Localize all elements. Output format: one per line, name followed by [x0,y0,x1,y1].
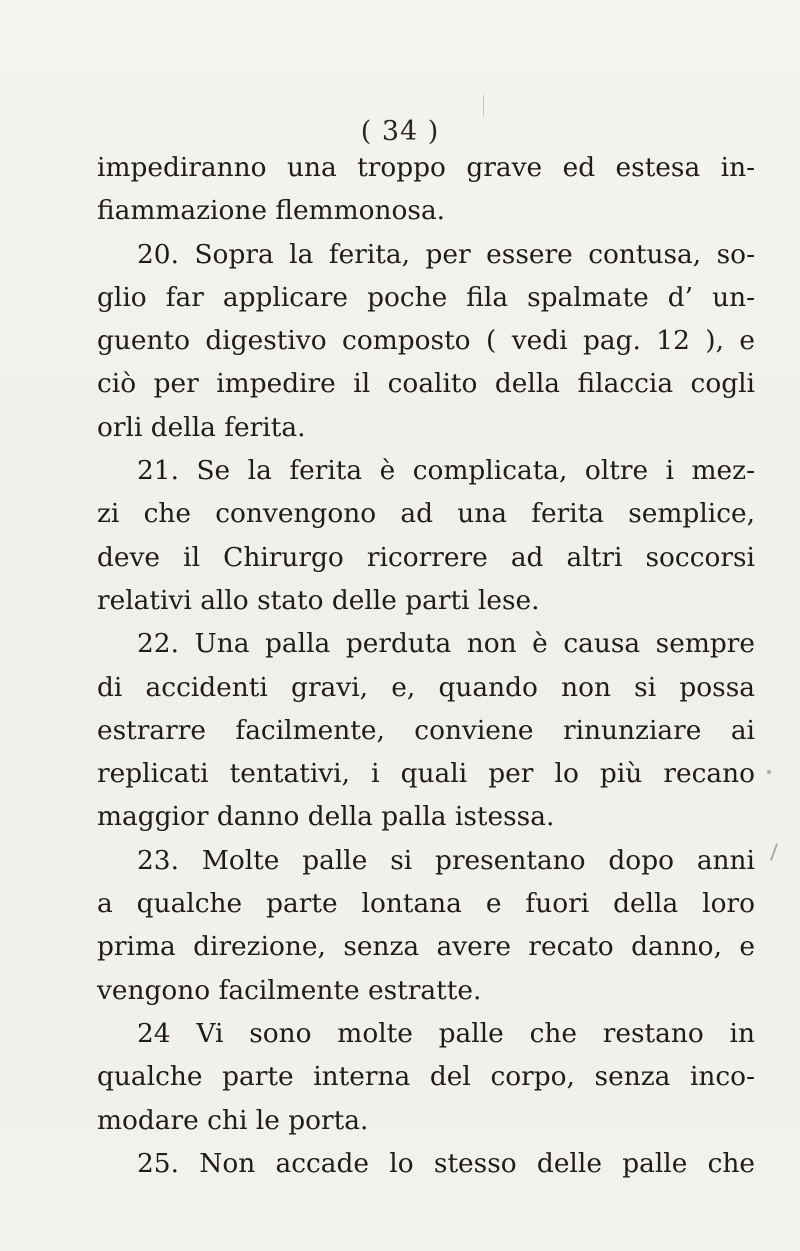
paper-scratch [770,843,778,861]
text-line: guento digestivo composto ( vedi pag. 12 ), e [97,325,755,357]
text-line: impediranno una troppo grave ed estesa in- [97,152,755,183]
text-line: zi che convengono ad una ferita semplice, [97,498,755,530]
paragraph-21-start: 21. Se la ferita è complicata, oltre i mez- [137,455,755,487]
page-number: ( 34 ) [360,116,440,147]
paragraph-23-start: 23. Molte palle si presentano dopo anni [137,844,755,876]
paper-speck [767,770,771,774]
text-line: modare chi le porta. [97,1104,369,1136]
text-line: deve il Chirurgo ricorrere ad altri soccorsi [97,541,755,573]
paper-scratch [483,95,484,117]
text-line: qualche parte interna del corpo, senza inco- [97,1061,755,1093]
text-line: di accidenti gravi, e, quando non si possa [97,671,755,703]
text-line: ciò per impedire il coalito della filaccia cogli [97,368,755,400]
text-line: maggior danno della palla istessa. [97,801,555,833]
paragraph-25-start: 25. Non accade lo stesso delle palle che [137,1147,755,1179]
text-line: fiammazione flemmonosa. [97,195,446,227]
text-line: orli della ferita. [97,411,306,443]
text-line: a qualche parte lontana e fuori della loro [97,888,755,920]
text-line: vengono facilmente estratte. [97,974,482,1006]
text-line: replicati tentativi, i quali per lo più recano [97,758,755,790]
text-line: prima direzione, senza avere recato danno, e [97,931,755,963]
text-line: relativi allo stato delle parti lese. [97,584,540,616]
paragraph-22-start: 22. Una palla perduta non è causa sempre [137,628,755,660]
paragraph-24-start: 24 Vi sono molte palle che restano in [137,1017,755,1049]
text-line: glio far applicare poche fila spalmate d’ un- [97,281,755,313]
paragraph-20-start: 20. Sopra la ferita, per essere contusa, so- [137,238,755,270]
text-line: estrarre facilmente, conviene rinunziare ai [97,714,755,746]
body-text [97,146,755,1185]
